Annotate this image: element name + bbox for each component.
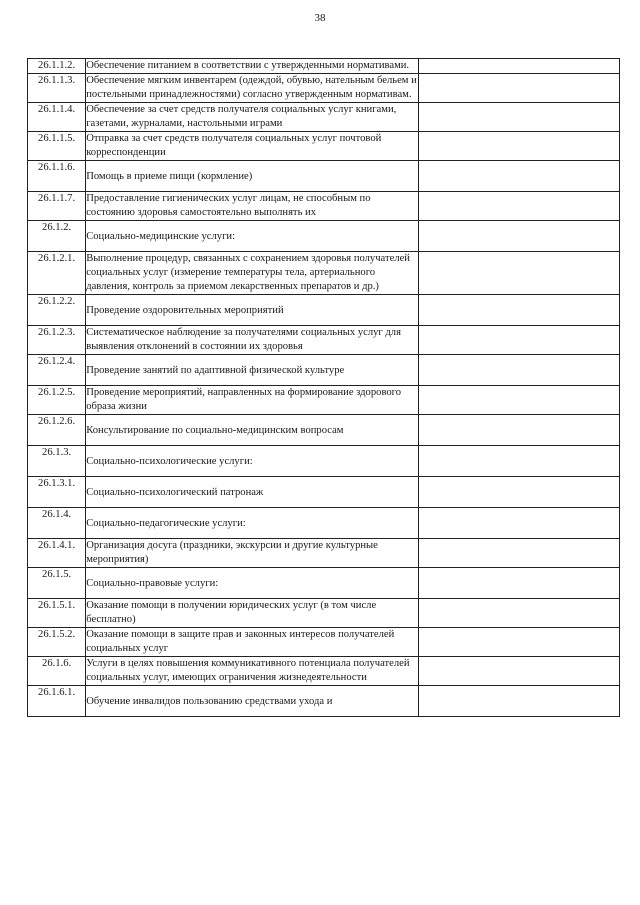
row-text: Социально-психологический патронаж (86, 477, 419, 508)
row-empty-cell (419, 295, 620, 326)
row-code: 26.1.1.2. (28, 59, 86, 74)
table-row (28, 686, 620, 717)
table-row (28, 599, 620, 628)
row-empty-cell (419, 161, 620, 192)
row-code: 26.1.2. (28, 221, 86, 252)
table-row (28, 628, 620, 657)
row-code: 26.1.2.6. (28, 415, 86, 446)
row-text: Консультирование по социально-медицинским вопросам (86, 415, 419, 446)
row-text: Организация досуга (праздники, экскурсии и другие культурные мероприятия) (86, 539, 419, 568)
row-empty-cell (419, 446, 620, 477)
row-empty-cell (419, 252, 620, 295)
row-code: 26.1.1.3. (28, 74, 86, 103)
row-code: 26.1.6.1. (28, 686, 86, 717)
table-row (28, 508, 620, 539)
row-empty-cell (419, 326, 620, 355)
row-code: 26.1.1.4. (28, 103, 86, 132)
row-code: 26.1.4.1. (28, 539, 86, 568)
table-row (28, 295, 620, 326)
row-code: 26.1.5.2. (28, 628, 86, 657)
row-text: Оказание помощи в защите прав и законных интересов получателей социальных услуг (86, 628, 419, 657)
row-empty-cell (419, 386, 620, 415)
row-empty-cell (419, 221, 620, 252)
row-code: 26.1.5.1. (28, 599, 86, 628)
row-empty-cell (419, 568, 620, 599)
row-text: Отправка за счет средств получателя социальных услуг почтовой корреспонденции (86, 132, 419, 161)
services-table-body (28, 59, 620, 717)
row-text: Проведение занятий по адаптивной физической культуре (86, 355, 419, 386)
page-number: 38 (314, 12, 326, 24)
row-empty-cell (419, 508, 620, 539)
row-code: 26.1.2.3. (28, 326, 86, 355)
table-row (28, 355, 620, 386)
table-row (28, 161, 620, 192)
table-row (28, 657, 620, 686)
row-code: 26.1.4. (28, 508, 86, 539)
table-row (28, 192, 620, 221)
row-empty-cell (419, 539, 620, 568)
row-empty-cell (419, 103, 620, 132)
row-text: Обеспечение за счет средств получателя социальных услуг книгами, газетами, журналами, настольными играми (86, 103, 419, 132)
row-empty-cell (419, 355, 620, 386)
table-row (28, 477, 620, 508)
row-code: 26.1.1.5. (28, 132, 86, 161)
row-text: Обеспечение питанием в соответствии с утвержденными нормативами. (86, 59, 419, 74)
row-code: 26.1.2.1. (28, 252, 86, 295)
table-row (28, 415, 620, 446)
row-code: 26.1.2.2. (28, 295, 86, 326)
row-text: Помощь в приеме пищи (кормление) (86, 161, 419, 192)
row-text: Социально-педагогические услуги: (86, 508, 419, 539)
row-empty-cell (419, 599, 620, 628)
row-text: Обучение инвалидов пользованию средствами ухода и (86, 686, 419, 717)
table-row (28, 252, 620, 295)
row-code: 26.1.3. (28, 446, 86, 477)
row-empty-cell (419, 415, 620, 446)
row-text: Социально-психологические услуги: (86, 446, 419, 477)
row-code: 26.1.6. (28, 657, 86, 686)
row-code: 26.1.5. (28, 568, 86, 599)
table-row (28, 386, 620, 415)
row-text: Проведение мероприятий, направленных на формирование здорового образа жизни (86, 386, 419, 415)
table-row (28, 103, 620, 132)
table-row (28, 132, 620, 161)
row-text: Выполнение процедур, связанных с сохранением здоровья получателей социальных услуг (измерение температуры тела, артериального давления, контроль за приемом лекарственных препаратов и др.) (86, 252, 419, 295)
row-text: Систематическое наблюдение за получателями социальных услуг для выявления отклонений в состоянии их здоровья (86, 326, 419, 355)
row-empty-cell (419, 686, 620, 717)
row-text: Предоставление гигиенических услуг лицам, не способным по состоянию здоровья самостоятельно выполнять их (86, 192, 419, 221)
row-text: Обеспечение мягким инвентарем (одеждой, обувью, нательным бельем и постельными принадлежностями) согласно утвержденным нормативам. (86, 74, 419, 103)
row-code: 26.1.1.6. (28, 161, 86, 192)
row-empty-cell (419, 628, 620, 657)
table-row (28, 326, 620, 355)
row-empty-cell (419, 477, 620, 508)
table-row (28, 74, 620, 103)
row-empty-cell (419, 74, 620, 103)
row-code: 26.1.3.1. (28, 477, 86, 508)
row-empty-cell (419, 192, 620, 221)
row-empty-cell (419, 132, 620, 161)
row-text: Социально-правовые услуги: (86, 568, 419, 599)
table-row (28, 539, 620, 568)
table-row (28, 568, 620, 599)
row-code: 26.1.2.5. (28, 386, 86, 415)
row-empty-cell (419, 59, 620, 74)
row-code: 26.1.1.7. (28, 192, 86, 221)
row-empty-cell (419, 657, 620, 686)
row-text: Проведение оздоровительных мероприятий (86, 295, 419, 326)
row-text: Услуги в целях повышения коммуникативного потенциала получателей социальных услуг, имеющих ограничения жизнедеятельности (86, 657, 419, 686)
row-text: Социально-медицинские услуги: (86, 221, 419, 252)
table-row (28, 446, 620, 477)
table-row (28, 59, 620, 74)
row-text: Оказание помощи в получении юридических услуг (в том числе бесплатно) (86, 599, 419, 628)
table-row (28, 221, 620, 252)
row-code: 26.1.2.4. (28, 355, 86, 386)
services-table (27, 58, 620, 717)
